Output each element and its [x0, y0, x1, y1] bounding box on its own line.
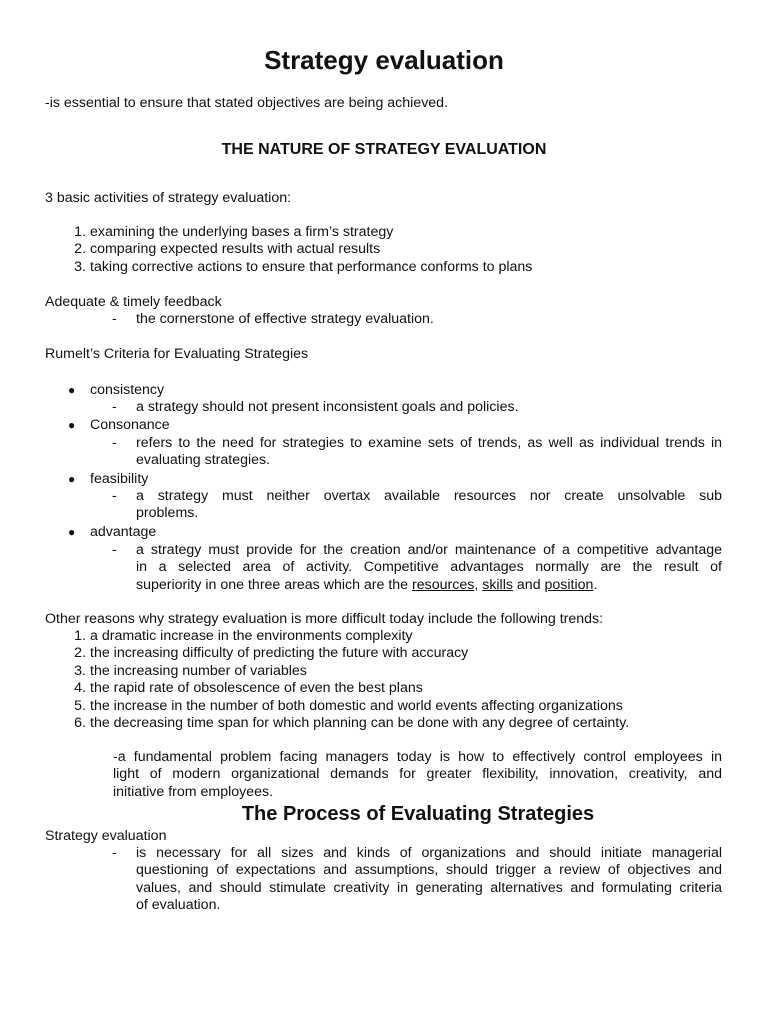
bullet-marker: ●	[68, 418, 76, 432]
criterion-feasibility-desc: - a strategy must neither overtax available resources nor create unsolvable sub problems.	[112, 488, 722, 522]
list-item: 3. taking corrective actions to ensure that performance conforms to plans	[74, 258, 533, 275]
list-item: 1. examining the underlying bases a firm’s strategy	[74, 224, 394, 240]
dash-marker: -	[112, 488, 117, 504]
trends-intro: Other reasons why strategy evaluation is more difficult today include the following trends:	[45, 611, 604, 627]
feedback-label: Adequate & timely feedback	[45, 294, 222, 310]
bullet-marker: ●	[68, 472, 76, 486]
list-item: 5. the increase in the number of both domestic and world events affecting organizations	[74, 697, 623, 714]
dash-marker: -	[112, 311, 117, 327]
list-item: 1. a dramatic increase in the environments complexity	[74, 628, 413, 644]
document-title: Strategy evaluation	[264, 45, 504, 75]
criterion-consistency-desc: - a strategy should not present inconsistent goals and policies.	[112, 399, 519, 415]
list-item: 3. the increasing number of variables	[74, 662, 307, 679]
dash-marker: -	[112, 399, 117, 415]
dash-marker: -	[112, 542, 117, 558]
list-item: 4. the rapid rate of obsolescence of even the best plans	[74, 680, 423, 697]
fundamental-problem-paragraph: -a fundamental problem facing managers today is how to effectively control employees in light of modern organizational demands for greater flexibility, innovation, creativity, and initiative from employees.	[113, 749, 722, 800]
criterion-consonance: ● Consonance	[68, 417, 170, 433]
criterion-feasibility: ● feasibility	[68, 471, 149, 487]
list-item: 2. comparing expected results with actual results	[74, 241, 381, 258]
term-position: position	[544, 576, 594, 593]
activities-list	[74, 224, 533, 276]
term-skills: skills	[482, 576, 513, 593]
dash-marker: -	[112, 435, 117, 451]
list-item: 2. the increasing difficulty of predicting the future with accuracy	[74, 645, 469, 662]
dash-marker: -	[112, 845, 117, 861]
section-heading-process: The Process of Evaluating Strategies	[241, 803, 595, 825]
feedback-point: - the cornerstone of effective strategy evaluation.	[112, 311, 434, 327]
criterion-consonance-desc: - refers to the need for strategies to examine sets of trends, as well as individual trends in evaluating strategies.	[112, 435, 722, 469]
section-heading-nature: THE NATURE OF STRATEGY EVALUATION	[221, 141, 547, 158]
activities-intro: 3 basic activities of strategy evaluation:	[45, 190, 292, 206]
list-item: 6. the decreasing time span for which planning can be done with any degree of certainty.	[74, 715, 630, 732]
bullet-marker: ●	[68, 383, 76, 397]
intro-text: -is essential to ensure that stated objectives are being achieved.	[45, 95, 449, 111]
trends-list	[74, 628, 630, 732]
process-label: Strategy evaluation	[45, 828, 167, 844]
rumelt-heading: Rumelt’s Criteria for Evaluating Strategies	[45, 346, 309, 362]
criterion-advantage-desc: - a strategy must provide for the creation and/or maintenance of a competitive advantage in a selected area of activity. Competitive advantages normally are the result of superiority in one three areas which are the resources, skills and position.	[112, 542, 722, 593]
criterion-consistency: ● consistency	[68, 382, 165, 398]
criterion-advantage: ● advantage	[68, 524, 157, 540]
process-point: - is necessary for all sizes and kinds of organizations and should initiate managerial questioning of expectations and assumptions, should trigger a review of objectives and values, and should stimulate creativity in generating alternatives and formulating criteria of evaluation.	[112, 845, 722, 914]
bullet-marker: ●	[68, 525, 76, 539]
term-resources: resources	[412, 576, 475, 593]
